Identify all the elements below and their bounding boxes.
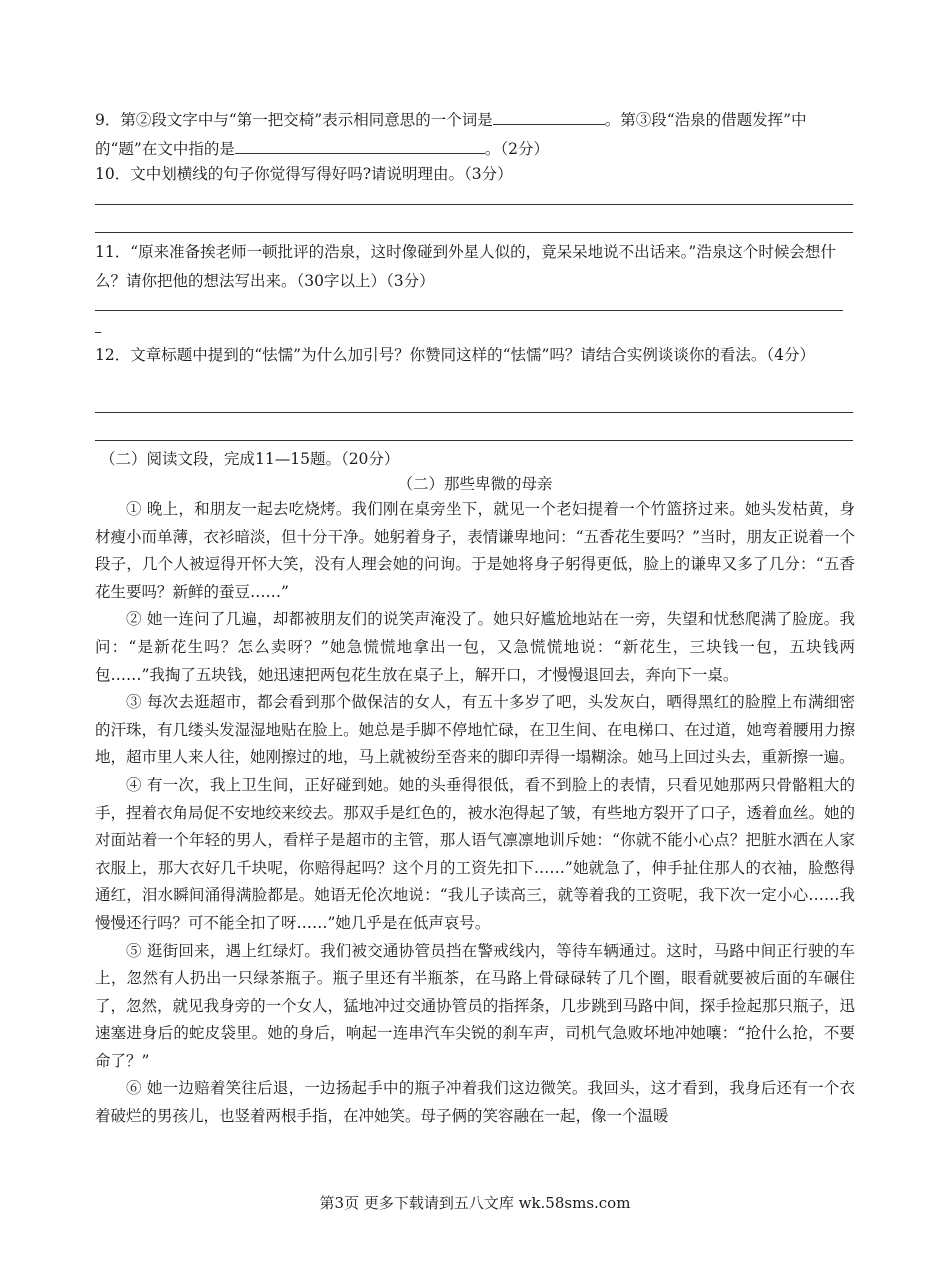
answer-line-12b <box>95 440 853 441</box>
question-12: 12．文章标题中提到的“怯懦”为什么加引号？你赞同这样的“怯懦”吗？请结合实例谈谈你的看法。（4分） <box>95 346 816 364</box>
question-10: 10．文中划横线的句子你觉得写得好吗?请说明理由。（3分） <box>95 165 513 183</box>
article-title: （二）那些卑微的母亲 <box>397 475 553 493</box>
paragraph-6: ⑥ 她一边赔着笑往后退，一边扬起手中的瓶子冲着我们这边微笑。我回头，这才看到，我身后还有一个衣着破烂的男孩儿，也竖着两根手指，在冲她笑。母子俩的笑容融在一起，像一个温暖 <box>95 1079 855 1126</box>
answer-line-11b <box>95 332 101 333</box>
q9-text-b: 。第③段“浩泉的借题发挥”中的“题”在文中指的是 <box>95 111 807 158</box>
article-body <box>95 496 855 1131</box>
answer-line-11a <box>95 310 843 311</box>
paragraph-1: ① 晚上，和朋友一起去吃烧烤。我们刚在桌旁坐下，就见一个老妇提着一个竹篮挤过来。她头发枯黄，身材瘦小而单薄，衣衫暗淡，但十分干净。她躬着身子，表情谦卑地问：“五香花生要吗？”当时，朋友正说着一个段子，几个人被逗得开怀大笑，没有人理会她的问询。于是她将身子躬得更低，脸上的谦卑又多了几分：“五香花生要吗？新鲜的蚕豆……” <box>95 500 855 601</box>
question-11: 11．“原来准备挨老师一顿批评的浩泉，这时像碰到外星人似的，竟呆呆地说不出话来。”浩泉这个时候会想什么？请你把他的想法写出来。（30字以上）（3分） <box>95 243 836 290</box>
q9-blank-1 <box>493 106 605 125</box>
question-9 <box>95 106 855 164</box>
paragraph-5: ⑤ 逛街回来，遇上红绿灯。我们被交通协管员挡在警戒线内，等待车辆通过。这时，马路中间正行驶的车上，忽然有人扔出一只绿茶瓶子。瓶子里还有半瓶茶，在马路上骨碌碌转了几个圈，眼看就要被后面的车碾住了，忽然，就见我身旁的一个女人，猛地冲过交通协管员的指挥条，几步跳到马路中间，探手捡起那只瓶子，迅速塞进身后的蛇皮袋里。她的身后，响起一连串汽车尖锐的刹车声，司机气急败坏地冲她嚷：“抢什么抢，不要命了？” <box>95 941 855 1070</box>
answer-line-10b <box>95 232 853 233</box>
answer-line-12a <box>95 412 853 413</box>
q9-blank-2 <box>235 135 485 154</box>
paragraph-4: ④ 有一次，我上卫生间，正好碰到她。她的头垂得很低，看不到脸上的表情，只看见她那两只骨骼粗大的手，捏着衣角局促不安地绞来绞去。那双手是红色的，被水泡得起了皱，有些地方裂开了口子，透着血丝。她的对面站着一个年轻的男人，看样子是超市的主管，那人语气凛凛地训斥她：“你就不能小心点？把脏水洒在人家衣服上，那大衣好几千块呢，你赔得起吗？这个月的工资先扣下……”她就急了，伸手扯住那人的衣袖，脸憋得通红，泪水瞬间涌得满脸都是。她语无伦次地说：“我儿子读高三，就等着我的工资呢，我下次一定小心……我慢慢还行吗？可不能全扣了呀……”她几乎是在低声哀号。 <box>95 775 855 932</box>
q9-text-a: 9．第②段文字中与“第一把交椅”表示相同意思的一个词是 <box>95 111 493 129</box>
answer-line-10a <box>95 204 853 205</box>
q9-text-c: 。（2分） <box>484 140 549 158</box>
page-footer: 第3页 更多下载请到五八文库 wk.58sms.com <box>319 1194 631 1212</box>
section-heading: （二）阅读文段，完成11—15题。（20分） <box>100 450 400 468</box>
paragraph-2: ② 她一连问了几遍，却都被朋友们的说笑声淹没了。她只好尴尬地站在一旁，失望和忧愁爬满了脸庞。我问：“是新花生吗？怎么卖呀？”她急慌慌地拿出一包，又急慌慌地说：“新花生，三块钱一包，五块钱两包……”我掏了五块钱，她迅速把两包花生放在桌子上，解开口，才慢慢退回去，奔向下一桌。 <box>95 610 855 684</box>
paragraph-3: ③ 每次去逛超市，都会看到那个做保洁的女人，有五十多岁了吧，头发灰白，晒得黑红的脸膛上布满细密的汗珠，有几缕头发湿湿地贴在脸上。她总是手脚不停地忙碌，在卫生间、在电梯口、在过道，她弯着腰用力擦地，超市里人来人往，她刚擦过的地，马上就被纷至沓来的脚印弄得一塌糊涂。她马上回过头去，重新擦一遍。 <box>95 693 855 767</box>
